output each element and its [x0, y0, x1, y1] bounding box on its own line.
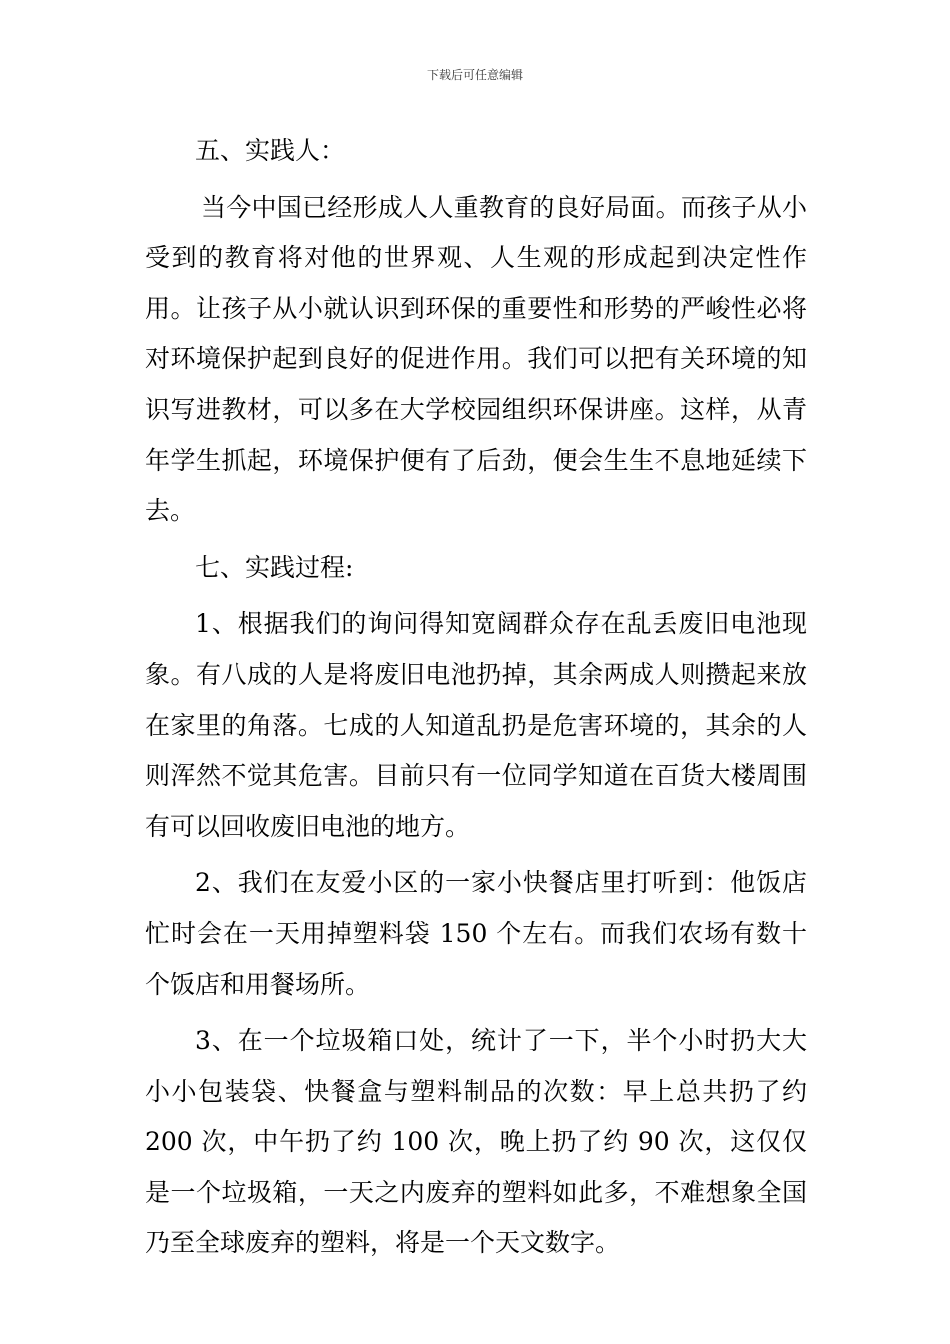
paragraph-item-1: 1、根据我们的询问得知宽阔群众存在乱丢废旧电池现象。有八成的人是将废旧电池扔掉，其余两成人则攒起来放在家里的角落。七成的人知道乱扔是危害环境的，其余的人则浑然不觉其危害。目前只有一位同学知道在百货大楼周围有可以回收废旧电池的地方。	[145, 609, 807, 841]
paragraph-intro: 当今中国已经形成人人重教育的良好局面。而孩子从小受到的教育将对他的世界观、人生观的形成起到决定性作用。让孩子从小就认识到环保的重要性和形势的严峻性必将对环境保护起到良好的促进作用。我们可以把有关环境的知识写进教材，可以多在大学校园组织环保讲座。这样，从青年学生抓起，环境保护便有了后劲，便会生生不息地延续下去。	[145, 192, 807, 526]
section-heading-practitioners: 五、实践人：	[195, 136, 346, 165]
page-header-note: 下载后可任意编辑	[426, 68, 523, 82]
paragraph-item-2: 2、我们在友爱小区的一家小快餐店里打听到：他饭店忙时会在一天用掉塑料袋 150 个左右。而我们农场有数十个饭店和用餐场所。	[145, 868, 807, 999]
section-heading-process: 七、实践过程:	[195, 552, 354, 582]
paragraph-item-3: 3、在一个垃圾箱口处，统计了一下，半个小时扔大大小小包装袋、快餐盒与塑料制品的次数：早上总共扔了约 200 次，中午扔了约 100 次，晚上扔了约 90 次，这仅仅是一个垃圾箱，一天之内废弃的塑料如此多，不难想象全国乃至全球废弃的塑料，将是一个天文数字。	[145, 1026, 807, 1258]
document-body	[145, 126, 807, 1269]
